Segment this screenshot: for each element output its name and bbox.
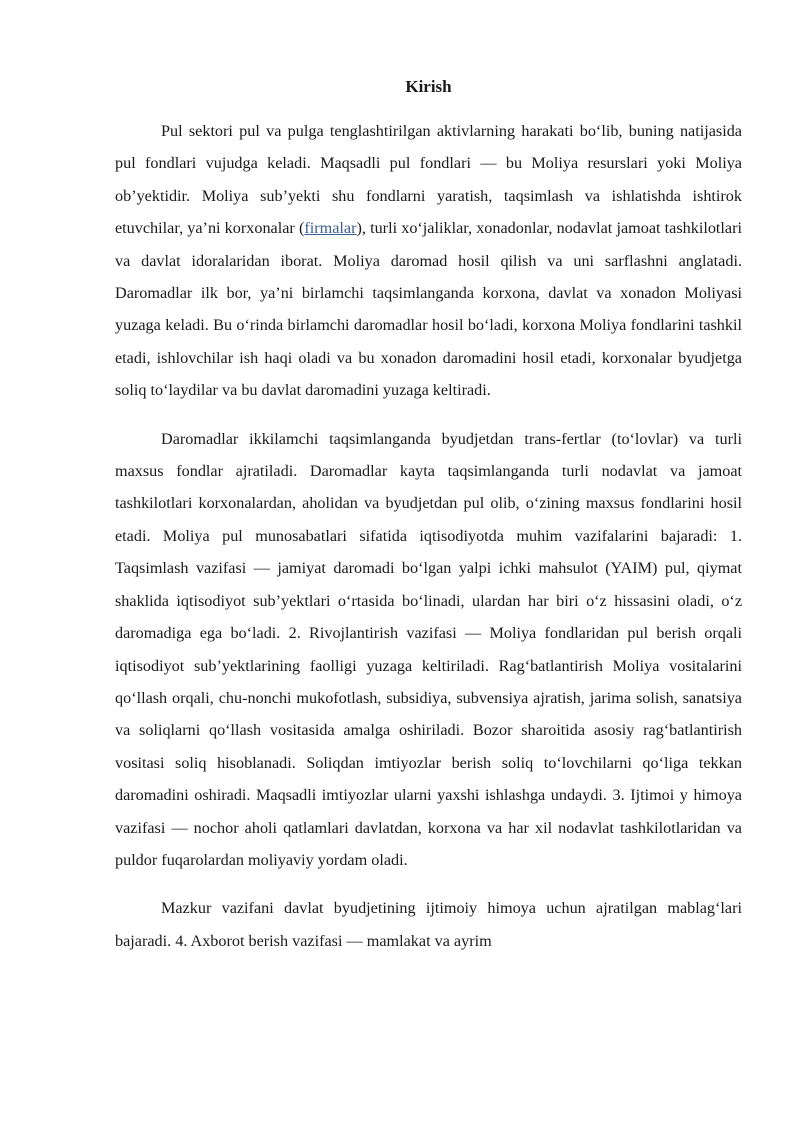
page-title: Kirish — [405, 77, 452, 96]
firmalar-link[interactable]: firmalar — [304, 219, 357, 238]
paragraph-2: Daromadlar ikkilamchi taqsimlanganda byudjetdan trans-fertlar (to‘lovlar) va turli maxsus fondlar ajratiladi. Daromadlar kayta taqsimlanganda turli nodavlat va jamoat tashkilotlari korxonalardan, aholidan va byudjetdan pul olib, o‘zining maxsus fondlarini hosil etadi. Moliya pul munosabatlari sifatida iqtisodiyotda muhim vazifalarini bajaradi: 1. Taqsimlash vazifasi — jamiyat daromadi bo‘lgan yalpi ichki mahsulot (YAIM) pul, qiymat shaklida iqtisodiyot sub’yektlari o‘rtasida bo‘linadi, ulardan har biri o‘z hissasini oladi, o‘z daromadiga ega bo‘ladi. 2. Rivojlantirish vazifasi — Moliya fondlaridan pul berish orqali iqtisodiyot sub’yektlarining faolligi yuzaga keltiriladi. Rag‘batlantirish Moliya vositalarini qo‘llash orqali, chu-nonchi mukofotlash, subsidiya, subvensiya ajratish, jarima solish, sanatsiya va soliqlarni qo‘llash vositasida amalga oshiriladi. Bozor sharoitida asosiy rag‘batlantirish vositasi soliq hisoblanadi. Soliqdan imtiyozlar berish soliq to‘lovchilarni qo‘liga tekkan daromadini oshiradi. Maqsadli imtiyozlar ularni yaxshi ishlashga undaydi. 3. Ijtimoi y himoya vazifasi — nochor aholi qatlamlari davlatdan, korxona va har xil nodavlat tashkilotlaridan va puldor fuqarolardan moliyaviy yordam oladi. — [115, 429, 742, 869]
paragraph-1 — [115, 115, 742, 407]
paragraph-1-text-before: Pul sektori pul va pulga tenglashtirilgan aktivlarning harakati bo‘lib, buning natijasida pul fondlari vujudga keladi. Maqsadli pul fondlari — bu Moliya resurslari yoki Moliya ob’yektidir. Moliya sub’yekti shu fondlarni yaratish, taqsimlash va ishlatishda ishtirok etuvchilar, ya’ni korxonalar ( — [115, 122, 742, 238]
paragraph-3: Mazkur vazifani davlat byudjetining ijtimoiy himoya uchun ajratilgan mablag‘lari bajaradi. 4. Axborot berish vazifasi — mamlakat va ayrim — [115, 899, 742, 950]
paragraph-1-text-after: ), turli xo‘jaliklar, xonadonlar, nodavlat jamoat tashkilotlari va davlat idoralaridan iborat. Moliya daromad hosil qilish va uni sarflashni anglatadi. Daromadlar ilk bor, ya’ni birlamchi taqsimlanganda korxona, davlat va xonadon Moliyasi yuzaga keladi. Bu o‘rinda birlamchi daromadlar hosil bo‘ladi, korxona Moliya fondlarini tashkil etadi, ishlovchilar ish haqi oladi va bu xonadon daromadini hosil etadi, korxonalar byudjetga soliq to‘laydilar va bu davlat daromadini yuzaga keltiradi. — [115, 219, 742, 400]
body-text — [115, 115, 742, 957]
